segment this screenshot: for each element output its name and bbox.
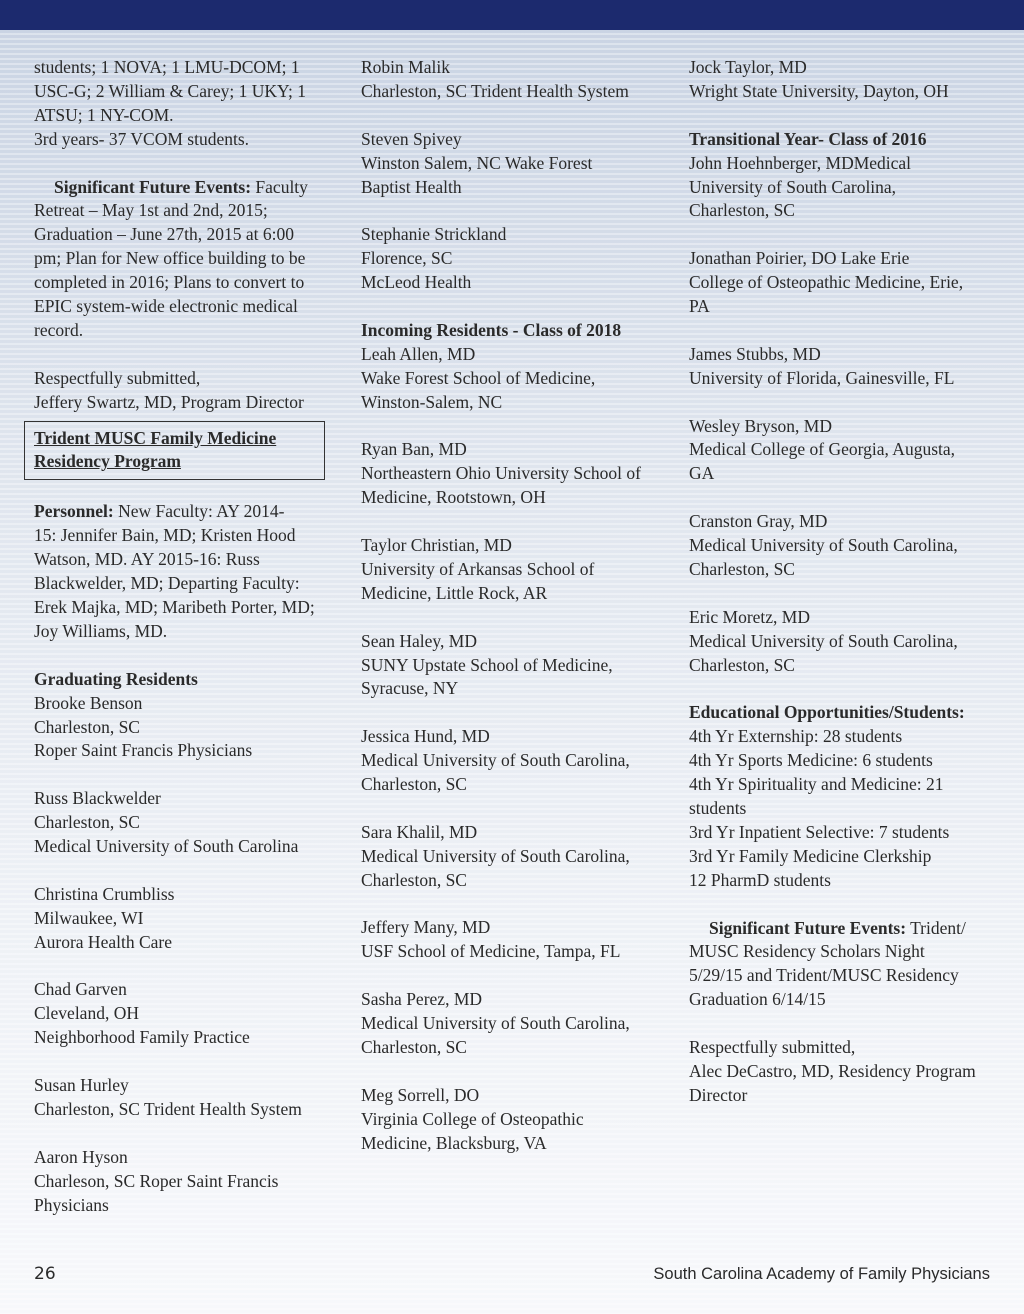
significant-events-text: Trident/ bbox=[906, 917, 966, 938]
entry-line: Meg Sorrell, DO bbox=[361, 1084, 480, 1105]
edu-line: students bbox=[689, 797, 747, 818]
entry-line: GA bbox=[689, 463, 715, 484]
entry-line: Medical University of South Carolina bbox=[34, 836, 299, 857]
header-bar bbox=[0, 0, 1024, 30]
entry-line: Charleston, SC bbox=[361, 774, 467, 795]
entry-line: Aaron Hyson bbox=[34, 1146, 128, 1167]
entry-line: Medical University of South Carolina, bbox=[689, 535, 958, 556]
entry-line: College of Osteopathic Medicine, Erie, bbox=[689, 272, 964, 293]
entry-line: McLeod Health bbox=[361, 272, 472, 293]
personnel-text: New Faculty: AY 2014- bbox=[113, 501, 285, 522]
entry-line: Susan Hurley bbox=[34, 1075, 129, 1096]
section-title-line: Trident MUSC Family Medicine bbox=[34, 427, 277, 448]
page-number: 26 bbox=[34, 1264, 56, 1284]
personnel-line: Erek Majka, MD; Maribeth Porter, MD; bbox=[34, 597, 315, 617]
edu-line: 4th Yr Externship: 28 students bbox=[689, 726, 903, 747]
entry-line: Medicine, Little Rock, AR bbox=[361, 582, 548, 603]
section-title-box bbox=[24, 421, 325, 481]
edu-line: 3rd Yr Family Medicine Clerkship bbox=[689, 845, 932, 866]
entry-line: Medical University of South Carolina, bbox=[361, 845, 630, 866]
intro-line: USC-G; 2 William & Carey; 1 UKY; 1 bbox=[34, 80, 307, 101]
entry-line: Aurora Health Care bbox=[34, 931, 172, 952]
entry-line: Charleston, SC bbox=[361, 1037, 467, 1057]
entry-line: Jock Taylor, MD bbox=[689, 57, 807, 77]
entry-line: Jonathan Poirier, DO Lake Erie bbox=[689, 248, 910, 269]
significant-events-label: Significant Future Events: bbox=[54, 176, 252, 197]
entry-line: Medical University of South Carolina, bbox=[361, 750, 630, 771]
entry-line: John Hoehnberger, MDMedical bbox=[689, 152, 912, 173]
educational-heading: Educational Opportunities/Students: bbox=[689, 702, 965, 723]
intro-line: students; 1 NOVA; 1 LMU-DCOM; 1 bbox=[34, 57, 300, 77]
intro-line: 3rd years- 37 VCOM students. bbox=[34, 128, 250, 149]
graduating-heading: Graduating Residents bbox=[34, 668, 198, 689]
personnel-line: 15: Jennifer Bain, MD; Kristen Hood bbox=[34, 525, 296, 546]
entry-line: USF School of Medicine, Tampa, FL bbox=[361, 941, 621, 962]
entry-line: Steven Spivey bbox=[361, 128, 462, 149]
entry-line: Brooke Benson bbox=[34, 692, 143, 713]
footer-organization: South Carolina Academy of Family Physicians bbox=[653, 1265, 990, 1283]
entry-line: Sara Khalil, MD bbox=[361, 821, 478, 842]
entry-line: Stephanie Strickland bbox=[361, 224, 507, 245]
entry-line: Wesley Bryson, MD bbox=[689, 415, 832, 436]
entry-line: Milwaukee, WI bbox=[34, 907, 144, 928]
entry-line: Physicians bbox=[34, 1194, 109, 1215]
entry-line: Christina Crumbliss bbox=[34, 883, 175, 904]
entry-line: Winston-Salem, NC bbox=[361, 391, 503, 412]
entry-line: Charleston, SC bbox=[689, 654, 795, 675]
entry-line: SUNY Upstate School of Medicine, bbox=[361, 654, 613, 675]
edu-line: 4th Yr Sports Medicine: 6 students bbox=[689, 750, 933, 771]
column-1 bbox=[34, 56, 330, 1241]
entry-line: Roper Saint Francis Physicians bbox=[34, 740, 253, 761]
entry-line: Jessica Hund, MD bbox=[361, 726, 490, 747]
entry-line: Wright State University, Dayton, OH bbox=[689, 80, 949, 101]
entry-line: Northeastern Ohio University School of bbox=[361, 463, 641, 484]
entry-line: Medical University of South Carolina, bbox=[361, 1013, 630, 1034]
signer-text: Alec DeCastro, MD, Residency Program bbox=[689, 1060, 976, 1081]
entry-line: Medicine, Rootstown, OH bbox=[361, 487, 546, 508]
entry-line: Charleston, SC bbox=[689, 200, 795, 221]
entry-line: Ryan Ban, MD bbox=[361, 439, 467, 460]
entry-line: Charleston, SC bbox=[34, 716, 140, 737]
personnel-line: Watson, MD. AY 2015-16: Russ bbox=[34, 549, 260, 570]
significant-events-line: EPIC system-wide electronic medical bbox=[34, 296, 298, 317]
entry-line: James Stubbs, MD bbox=[689, 343, 821, 364]
entry-line: Jeffery Many, MD bbox=[361, 917, 491, 938]
significant-events-line: Graduation 6/14/15 bbox=[689, 989, 826, 1010]
personnel-line bbox=[34, 500, 330, 524]
submitted-text: Respectfully submitted, bbox=[689, 1037, 856, 1058]
submitted-text: Respectfully submitted, bbox=[34, 367, 201, 388]
entry-line: Cleveland, OH bbox=[34, 1003, 139, 1024]
entry-line: Charleston, SC bbox=[361, 869, 467, 890]
significant-events-line: 5/29/15 and Trident/MUSC Residency bbox=[689, 965, 959, 986]
personnel-line: Blackwelder, MD; Departing Faculty: bbox=[34, 573, 300, 594]
incoming-heading: Incoming Residents - Class of 2018 bbox=[361, 319, 622, 340]
entry-line: Syracuse, NY bbox=[361, 678, 459, 699]
entry-line: Sean Haley, MD bbox=[361, 630, 477, 651]
significant-events-line: MUSC Residency Scholars Night bbox=[689, 941, 925, 962]
entry-line: Neighborhood Family Practice bbox=[34, 1027, 250, 1048]
entry-line: University of Arkansas School of bbox=[361, 558, 595, 579]
significant-events-line: record. bbox=[34, 319, 84, 340]
entry-line: PA bbox=[689, 296, 710, 317]
entry-line: University of South Carolina, bbox=[689, 176, 897, 197]
entry-line: Medicine, Blacksburg, VA bbox=[361, 1132, 547, 1153]
personnel-label: Personnel: bbox=[34, 501, 114, 522]
entry-line: Chad Garven bbox=[34, 979, 127, 1000]
significant-events-text: Faculty bbox=[251, 176, 308, 197]
entry-line: Robin Malik bbox=[361, 57, 450, 77]
entry-line: Wake Forest School of Medicine, bbox=[361, 367, 596, 388]
entry-line: Charleston, SC Trident Health System bbox=[34, 1098, 302, 1119]
significant-events-line: pm; Plan for New office building to be bbox=[34, 248, 306, 269]
entry-line: Charleson, SC Roper Saint Francis bbox=[34, 1170, 279, 1191]
edu-line: 3rd Yr Inpatient Selective: 7 students bbox=[689, 821, 950, 842]
edu-line: 12 PharmD students bbox=[689, 869, 831, 890]
entry-line: Charleston, SC bbox=[34, 812, 140, 833]
significant-events-line bbox=[689, 917, 994, 941]
section-title-line: Residency Program bbox=[34, 451, 181, 472]
significant-events-line: completed in 2016; Plans to convert to bbox=[34, 272, 305, 293]
entry-line: Charleston, SC Trident Health System bbox=[361, 80, 629, 101]
entry-line: University of Florida, Gainesville, FL bbox=[689, 367, 955, 388]
signer-text: Jeffery Swartz, MD, Program Director bbox=[34, 391, 304, 412]
intro-line: ATSU; 1 NY-COM. bbox=[34, 104, 174, 125]
entry-line: Taylor Christian, MD bbox=[361, 535, 512, 556]
entry-line: Eric Moretz, MD bbox=[689, 606, 811, 627]
entry-line: Florence, SC bbox=[361, 248, 453, 269]
entry-line: Charleston, SC bbox=[689, 558, 795, 579]
entry-line: Baptist Health bbox=[361, 176, 462, 197]
significant-events-line: Graduation – June 27th, 2015 at 6:00 bbox=[34, 224, 295, 245]
significant-events-label: Significant Future Events: bbox=[709, 917, 907, 938]
entry-line: Medical College of Georgia, Augusta, bbox=[689, 439, 956, 460]
signer-text: Director bbox=[689, 1084, 748, 1105]
entry-line: Medical University of South Carolina, bbox=[689, 630, 958, 651]
column-2 bbox=[361, 56, 673, 1179]
edu-line: 4th Yr Spirituality and Medicine: 21 bbox=[689, 774, 944, 795]
transitional-heading: Transitional Year- Class of 2016 bbox=[689, 128, 927, 149]
entry-line: Sasha Perez, MD bbox=[361, 989, 483, 1010]
significant-events-line bbox=[34, 176, 330, 200]
entry-line: Virginia College of Osteopathic bbox=[361, 1108, 584, 1129]
personnel-line: Joy Williams, MD. bbox=[34, 620, 168, 641]
entry-line: Cranston Gray, MD bbox=[689, 511, 828, 532]
entry-line: Winston Salem, NC Wake Forest bbox=[361, 152, 593, 173]
entry-line: Leah Allen, MD bbox=[361, 343, 476, 364]
entry-line: Russ Blackwelder bbox=[34, 788, 161, 809]
significant-events-line: Retreat – May 1st and 2nd, 2015; bbox=[34, 200, 268, 221]
column-3 bbox=[689, 56, 994, 1108]
